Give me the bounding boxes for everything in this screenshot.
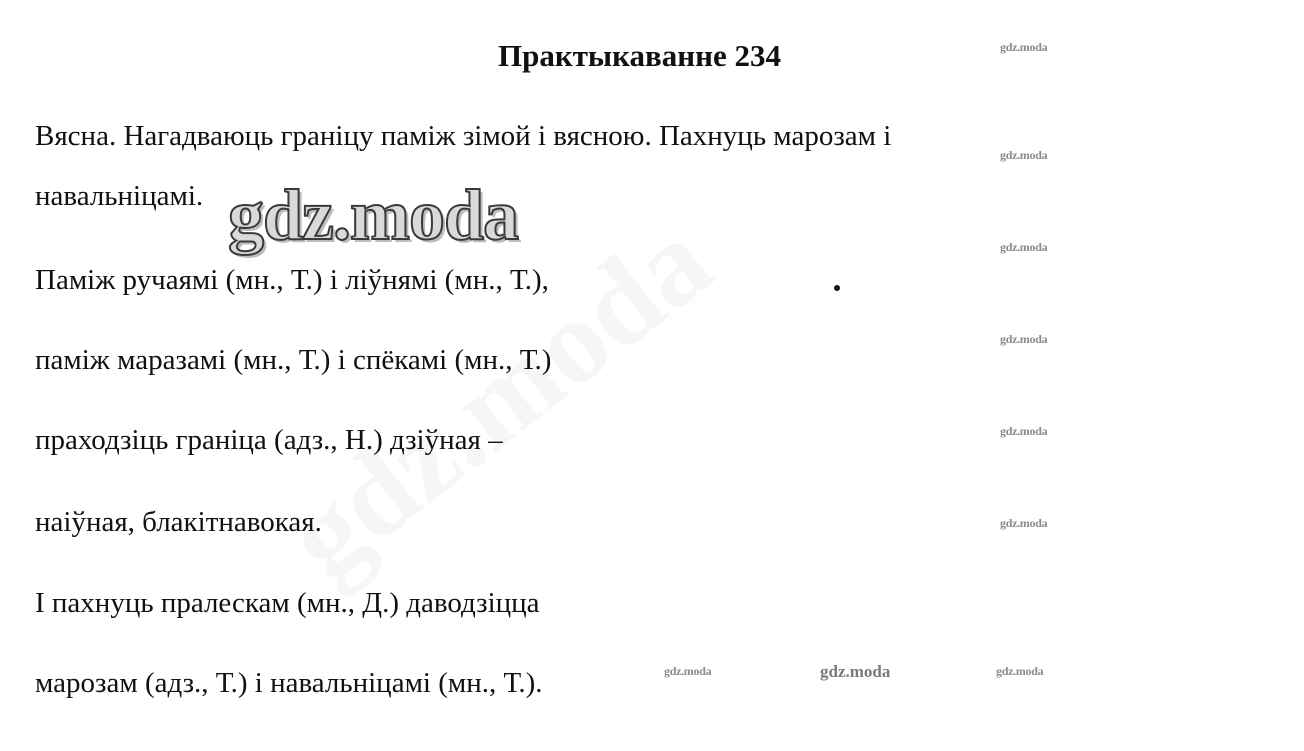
- watermark-small: gdz.moda: [1000, 424, 1048, 438]
- page-title: Практыкаванне 234: [497, 38, 781, 73]
- text-line-8: марозам (адз., Т.) і навальніцамі (мн., Т.).: [35, 667, 543, 699]
- text-line-3: Паміж ручаямі (мн., Т.) і ліўнямі (мн., Т.),: [35, 264, 549, 296]
- watermark-small: gdz.moda: [1000, 148, 1048, 162]
- watermark-small: gdz.moda: [1000, 516, 1048, 530]
- text-line-2: навальніцамі.: [35, 180, 204, 212]
- watermark-small: gdz.moda: [1000, 240, 1048, 254]
- stray-dot: [834, 285, 840, 291]
- watermark-logo: gdz.moda: [228, 175, 519, 255]
- text-line-6: наіўная, блакітнавокая.: [35, 506, 322, 538]
- text-line-5: праходзіць граніца (адз., Н.) дзіўная –: [35, 424, 503, 456]
- watermark-small: gdz.moda: [664, 664, 712, 678]
- text-line-7: І пахнуць пралескам (мн., Д.) даводзіцца: [35, 587, 540, 619]
- text-line-4: паміж маразамі (мн., Т.) і спёкамі (мн., Т.): [35, 344, 552, 376]
- watermark-small: gdz.moda: [1000, 40, 1048, 54]
- text-line-1: Вясна. Нагадваюць граніцу паміж зімой і вясною. Пахнуць марозам і: [35, 120, 892, 152]
- watermark-small: gdz.moda: [1000, 332, 1048, 346]
- watermark-small: gdz.moda: [996, 664, 1044, 678]
- watermark-medium: gdz.moda: [820, 662, 891, 681]
